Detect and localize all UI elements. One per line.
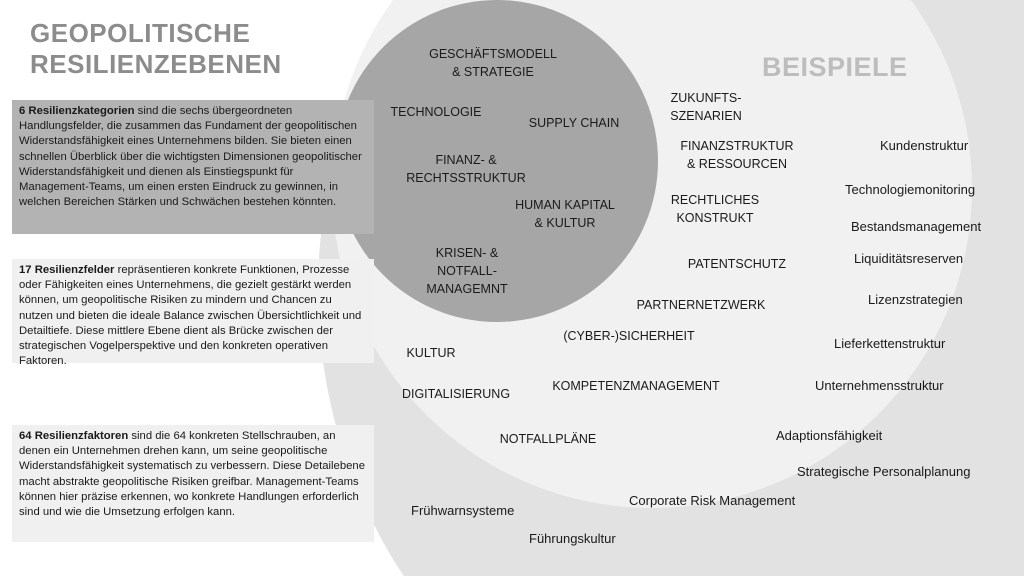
factor-lizenzstrategien: Lizenzstrategien	[868, 292, 963, 307]
category-krisen-notfall: KRISEN- & NOTFALL- MANAGEMNT	[426, 246, 508, 296]
description-3-heading: 64 Resilienzfaktoren	[19, 430, 129, 442]
factor-adaptionsfaehigkeit: Adaptionsfähigkeit	[776, 428, 883, 443]
title-line-1: GEOPOLITISCHE	[30, 18, 251, 48]
field-finanzstruktur: FINANZSTRUKTUR & RESSOURCEN	[680, 139, 794, 171]
description-3-text: sind die 64 konkreten Stellschrauben, an denen ein Unternehmen drehen kann, um seine geopolitische Widerstandsfähigkeit systematisch zu verbessern. Diese Detailebene macht abstrakte geopolitische Risiken greifbar. Management-Teams können hier präzise erkennen, wo konkrete Handlungen erforderlich sind und wie die Umsetzung erfolgen kann.	[19, 430, 365, 519]
factor-strategische-personalplanung: Strategische Personalplanung	[797, 464, 971, 479]
description-resilienzfelder	[12, 259, 374, 368]
description-resilienzfaktoren	[12, 425, 374, 542]
category-technologie: TECHNOLOGIE	[390, 105, 482, 119]
category-finanz-recht: FINANZ- & RECHTSSTRUKTUR	[406, 153, 526, 185]
field-cyber-sicherheit: (CYBER-)SICHERHEIT	[563, 329, 695, 343]
factor-lieferkettenstruktur: Lieferkettenstruktur	[834, 336, 946, 351]
description-2-text: repräsentieren konkrete Funktionen, Prozesse oder Fähigkeiten eines Unternehmens, die gezielt gestärkt werden können, um geopolitische Risiken zu mindern und Chancen zu nutzen und bieten die ideale Balance zwischen Übersichtlichkeit und Detailtiefe. Diese mittlere Ebene dient als Brücke zwischen der strategischen Vogelperspektive und den konkreten operativen Faktoren.	[19, 264, 362, 368]
field-rechtliches-konstrukt: RECHTLICHES KONSTRUKT	[670, 193, 760, 225]
field-kompetenzmanagement: KOMPETENZMANAGEMENT	[552, 379, 720, 393]
field-partnernetzwerk: PARTNERNETZWERK	[636, 298, 766, 312]
factor-fruehwarnsysteme: Frühwarnsysteme	[411, 503, 515, 518]
title-line-2: RESILIENZEBENEN	[30, 49, 282, 79]
factor-kundenstruktur: Kundenstruktur	[880, 138, 969, 153]
field-kultur: KULTUR	[406, 346, 456, 360]
description-2-heading: 17 Resilienzfelder	[19, 264, 115, 276]
description-1-text: sind die sechs übergeordneten Handlungsfelder, die zusammen das Fundament der geopolitischen Widerstandsfähigkeit eines Unternehmens bilden. Sie bieten einen schnellen Überblick über die wichtigsten Dimensionen geopolitischer Widerstandsfähigkeit und dienen als Einstiegspunkt für Management-Teams, um einen ersten Eindruck zu gewinnen, in welchen Bereichen Stärken und Schwächen bestehen könnten.	[19, 105, 362, 209]
category-geschaeftsmodell: GESCHÄFTSMODELL & STRATEGIE	[429, 47, 557, 79]
factor-technologiemonitoring: Technologiemonitoring	[845, 182, 976, 197]
factor-liquiditaetsreserven: Liquiditätsreserven	[854, 251, 964, 266]
field-patentschutz: PATENTSCHUTZ	[687, 257, 787, 271]
factor-corporate-risk-management: Corporate Risk Management	[629, 493, 796, 508]
field-digitalisierung: DIGITALISIERUNG	[401, 387, 511, 401]
description-resilienzkategorien	[12, 100, 374, 234]
field-zukunftsszenarien: ZUKUNFTS- SZENARIEN	[670, 91, 742, 123]
category-human-kapital: HUMAN KAPITAL & KULTUR	[515, 198, 615, 230]
description-1-heading: 6 Resilienzkategorien	[19, 105, 135, 117]
factor-fuehrungskultur: Führungskultur	[529, 531, 616, 546]
factor-bestandsmanagement: Bestandsmanagement	[851, 219, 982, 234]
category-supply-chain: SUPPLY CHAIN	[528, 116, 620, 130]
factor-unternehmensstruktur: Unternehmensstruktur	[815, 378, 944, 393]
main-title	[30, 18, 282, 80]
field-notfallplaene: NOTFALLPLÄNE	[499, 432, 597, 446]
beispiele-title: BEISPIELE	[762, 52, 908, 82]
